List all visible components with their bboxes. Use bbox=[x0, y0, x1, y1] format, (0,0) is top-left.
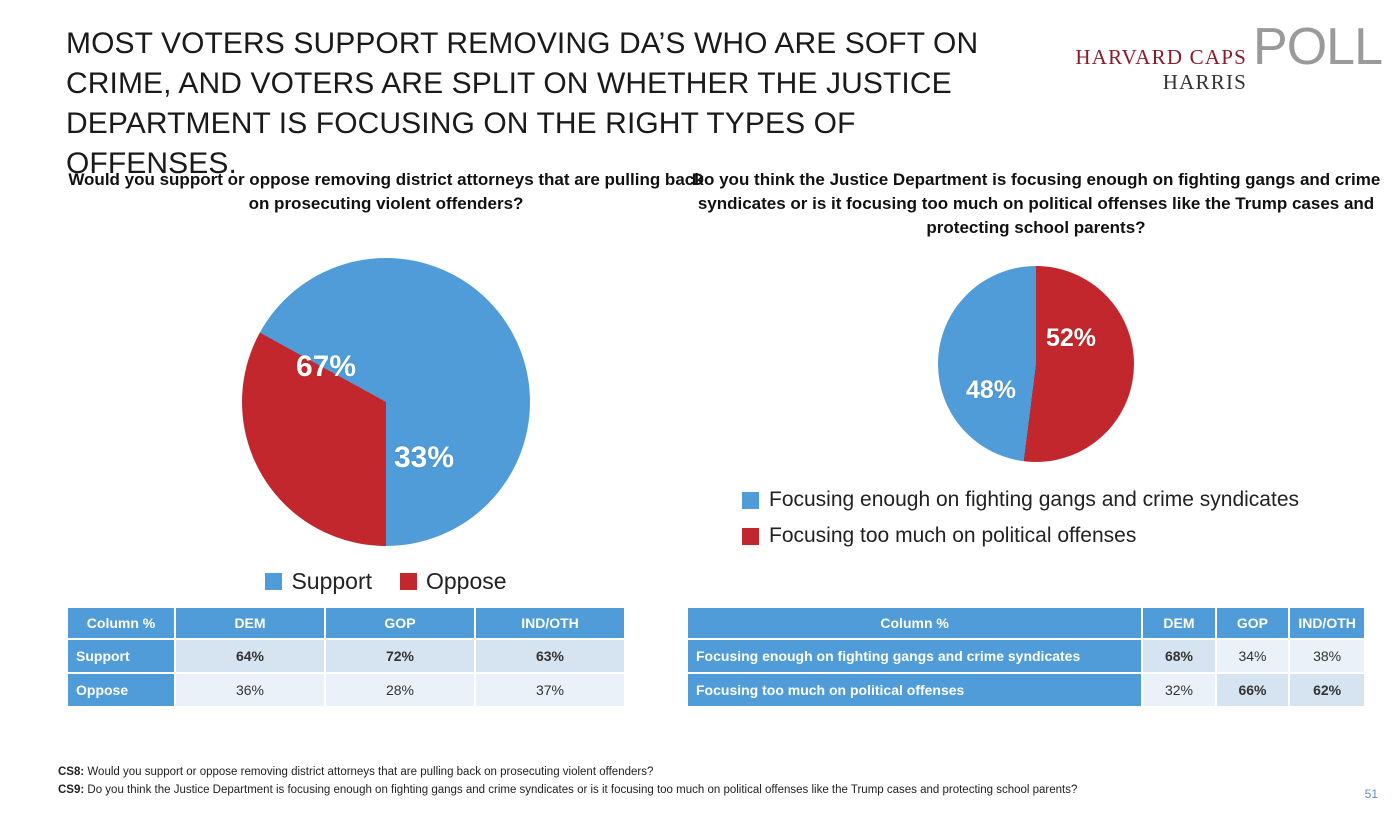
legend-swatch-blue-icon bbox=[265, 573, 282, 590]
chart-panel-right bbox=[686, 168, 1386, 560]
table-header-ind-oth: IND/OTH bbox=[476, 608, 624, 638]
table-row bbox=[68, 640, 624, 672]
legend-label-support: Support bbox=[291, 568, 372, 595]
table-rowhead-focusing-enough: Focusing enough on fighting gangs and crime syndicates bbox=[688, 640, 1141, 672]
page-number: 51 bbox=[1364, 787, 1378, 801]
table-cell-toomuch-ind: 62% bbox=[1290, 674, 1364, 706]
legend-swatch-red-icon bbox=[400, 573, 417, 590]
table-rowhead-oppose: Oppose bbox=[68, 674, 174, 706]
logo-poll: POLL bbox=[1253, 18, 1382, 76]
crosstab-table-right bbox=[686, 606, 1366, 708]
page-title: MOST VOTERS SUPPORT REMOVING DA’S WHO ARE SOFT ON CRIME, AND VOTERS ARE SPLIT ON WHETHER THE JUSTICE DEPARTMENT IS FOCUSING ON THE RIGHT TYPES OF OFFENSES. bbox=[66, 27, 979, 180]
logo-harvard-caps: HARVARD CAPS bbox=[1075, 45, 1248, 69]
question-title-left: Would you support or oppose removing district attorneys that are pulling back on prosecuting violent offenders? bbox=[68, 170, 704, 214]
legend-label-focusing-too-much: Focusing too much on political offenses bbox=[769, 524, 1137, 548]
table-cell-enough-gop: 34% bbox=[1217, 640, 1288, 672]
table-header-dem: DEM bbox=[176, 608, 324, 638]
legend-swatch-red-icon bbox=[742, 528, 759, 545]
logo-harris: HARRIS bbox=[1162, 70, 1248, 94]
table-header-column-pct: Column % bbox=[688, 608, 1141, 638]
table-cell-oppose-ind: 37% bbox=[476, 674, 624, 706]
legend-right bbox=[686, 488, 1386, 548]
table-cell-support-ind: 63% bbox=[476, 640, 624, 672]
question-title-right: Do you think the Justice Department is focusing enough on fighting gangs and crime syndicates or is it focusing too much on political offenses like the Trump cases and protecting school parents? bbox=[691, 170, 1381, 238]
pie-slice-label-oppose: 33% bbox=[394, 441, 455, 475]
footnote-cs8 bbox=[58, 764, 1077, 782]
table-header-dem: DEM bbox=[1143, 608, 1214, 638]
legend-label-oppose: Oppose bbox=[426, 568, 507, 595]
table-row bbox=[68, 674, 624, 706]
legend-item-focusing-too-much bbox=[742, 524, 1386, 548]
legend-swatch-blue-icon bbox=[742, 492, 759, 509]
legend-left bbox=[66, 568, 706, 595]
pie-chart-left bbox=[242, 258, 530, 546]
table-cell-support-gop: 72% bbox=[326, 640, 474, 672]
table-cell-oppose-gop: 28% bbox=[326, 674, 474, 706]
table-row bbox=[688, 640, 1364, 672]
legend-item-focusing-enough bbox=[742, 488, 1386, 512]
table-cell-oppose-dem: 36% bbox=[176, 674, 324, 706]
footnote-text-cs9: Do you think the Justice Department is focusing enough on fighting gangs and crime syndicates or is it focusing too much on political offenses like the Trump cases and protecting school parents? bbox=[84, 783, 1078, 796]
table-header-row bbox=[68, 608, 624, 638]
table-header-gop: GOP bbox=[326, 608, 474, 638]
pie-chart-right bbox=[938, 266, 1134, 462]
footnote-code-cs8: CS8: bbox=[58, 766, 85, 778]
table-cell-toomuch-gop: 66% bbox=[1217, 674, 1288, 706]
table-header-column-pct: Column % bbox=[68, 608, 174, 638]
table-cell-enough-ind: 38% bbox=[1290, 640, 1364, 672]
pie-slice-label-focusing-too-much: 52% bbox=[1046, 324, 1097, 353]
table-rowhead-support: Support bbox=[68, 640, 174, 672]
chart-panel-left bbox=[66, 168, 706, 595]
crosstab-table-left bbox=[66, 606, 626, 708]
harvard-caps-harris-poll-logo bbox=[1075, 18, 1382, 94]
legend-item-support bbox=[265, 568, 372, 595]
table-header-gop: GOP bbox=[1217, 608, 1288, 638]
table-cell-toomuch-dem: 32% bbox=[1143, 674, 1214, 706]
legend-item-oppose bbox=[400, 568, 507, 595]
legend-label-focusing-enough: Focusing enough on fighting gangs and crime syndicates bbox=[769, 488, 1300, 512]
footnote-cs9 bbox=[58, 782, 1077, 800]
table-cell-support-dem: 64% bbox=[176, 640, 324, 672]
footnotes bbox=[58, 764, 1077, 800]
table-header-ind-oth: IND/OTH bbox=[1290, 608, 1364, 638]
table-header-row bbox=[688, 608, 1364, 638]
footnote-code-cs9: CS9: bbox=[58, 783, 85, 796]
table-row bbox=[688, 674, 1364, 706]
table-rowhead-focusing-too-much: Focusing too much on political offenses bbox=[688, 674, 1141, 706]
footnote-text-cs8: Would you support or oppose removing district attorneys that are pulling back on prosecuting violent offenders? bbox=[84, 766, 654, 778]
table-cell-enough-dem: 68% bbox=[1143, 640, 1214, 672]
pie-slice-label-focusing-enough: 48% bbox=[966, 376, 1017, 405]
pie-slice-label-support: 67% bbox=[296, 350, 357, 384]
